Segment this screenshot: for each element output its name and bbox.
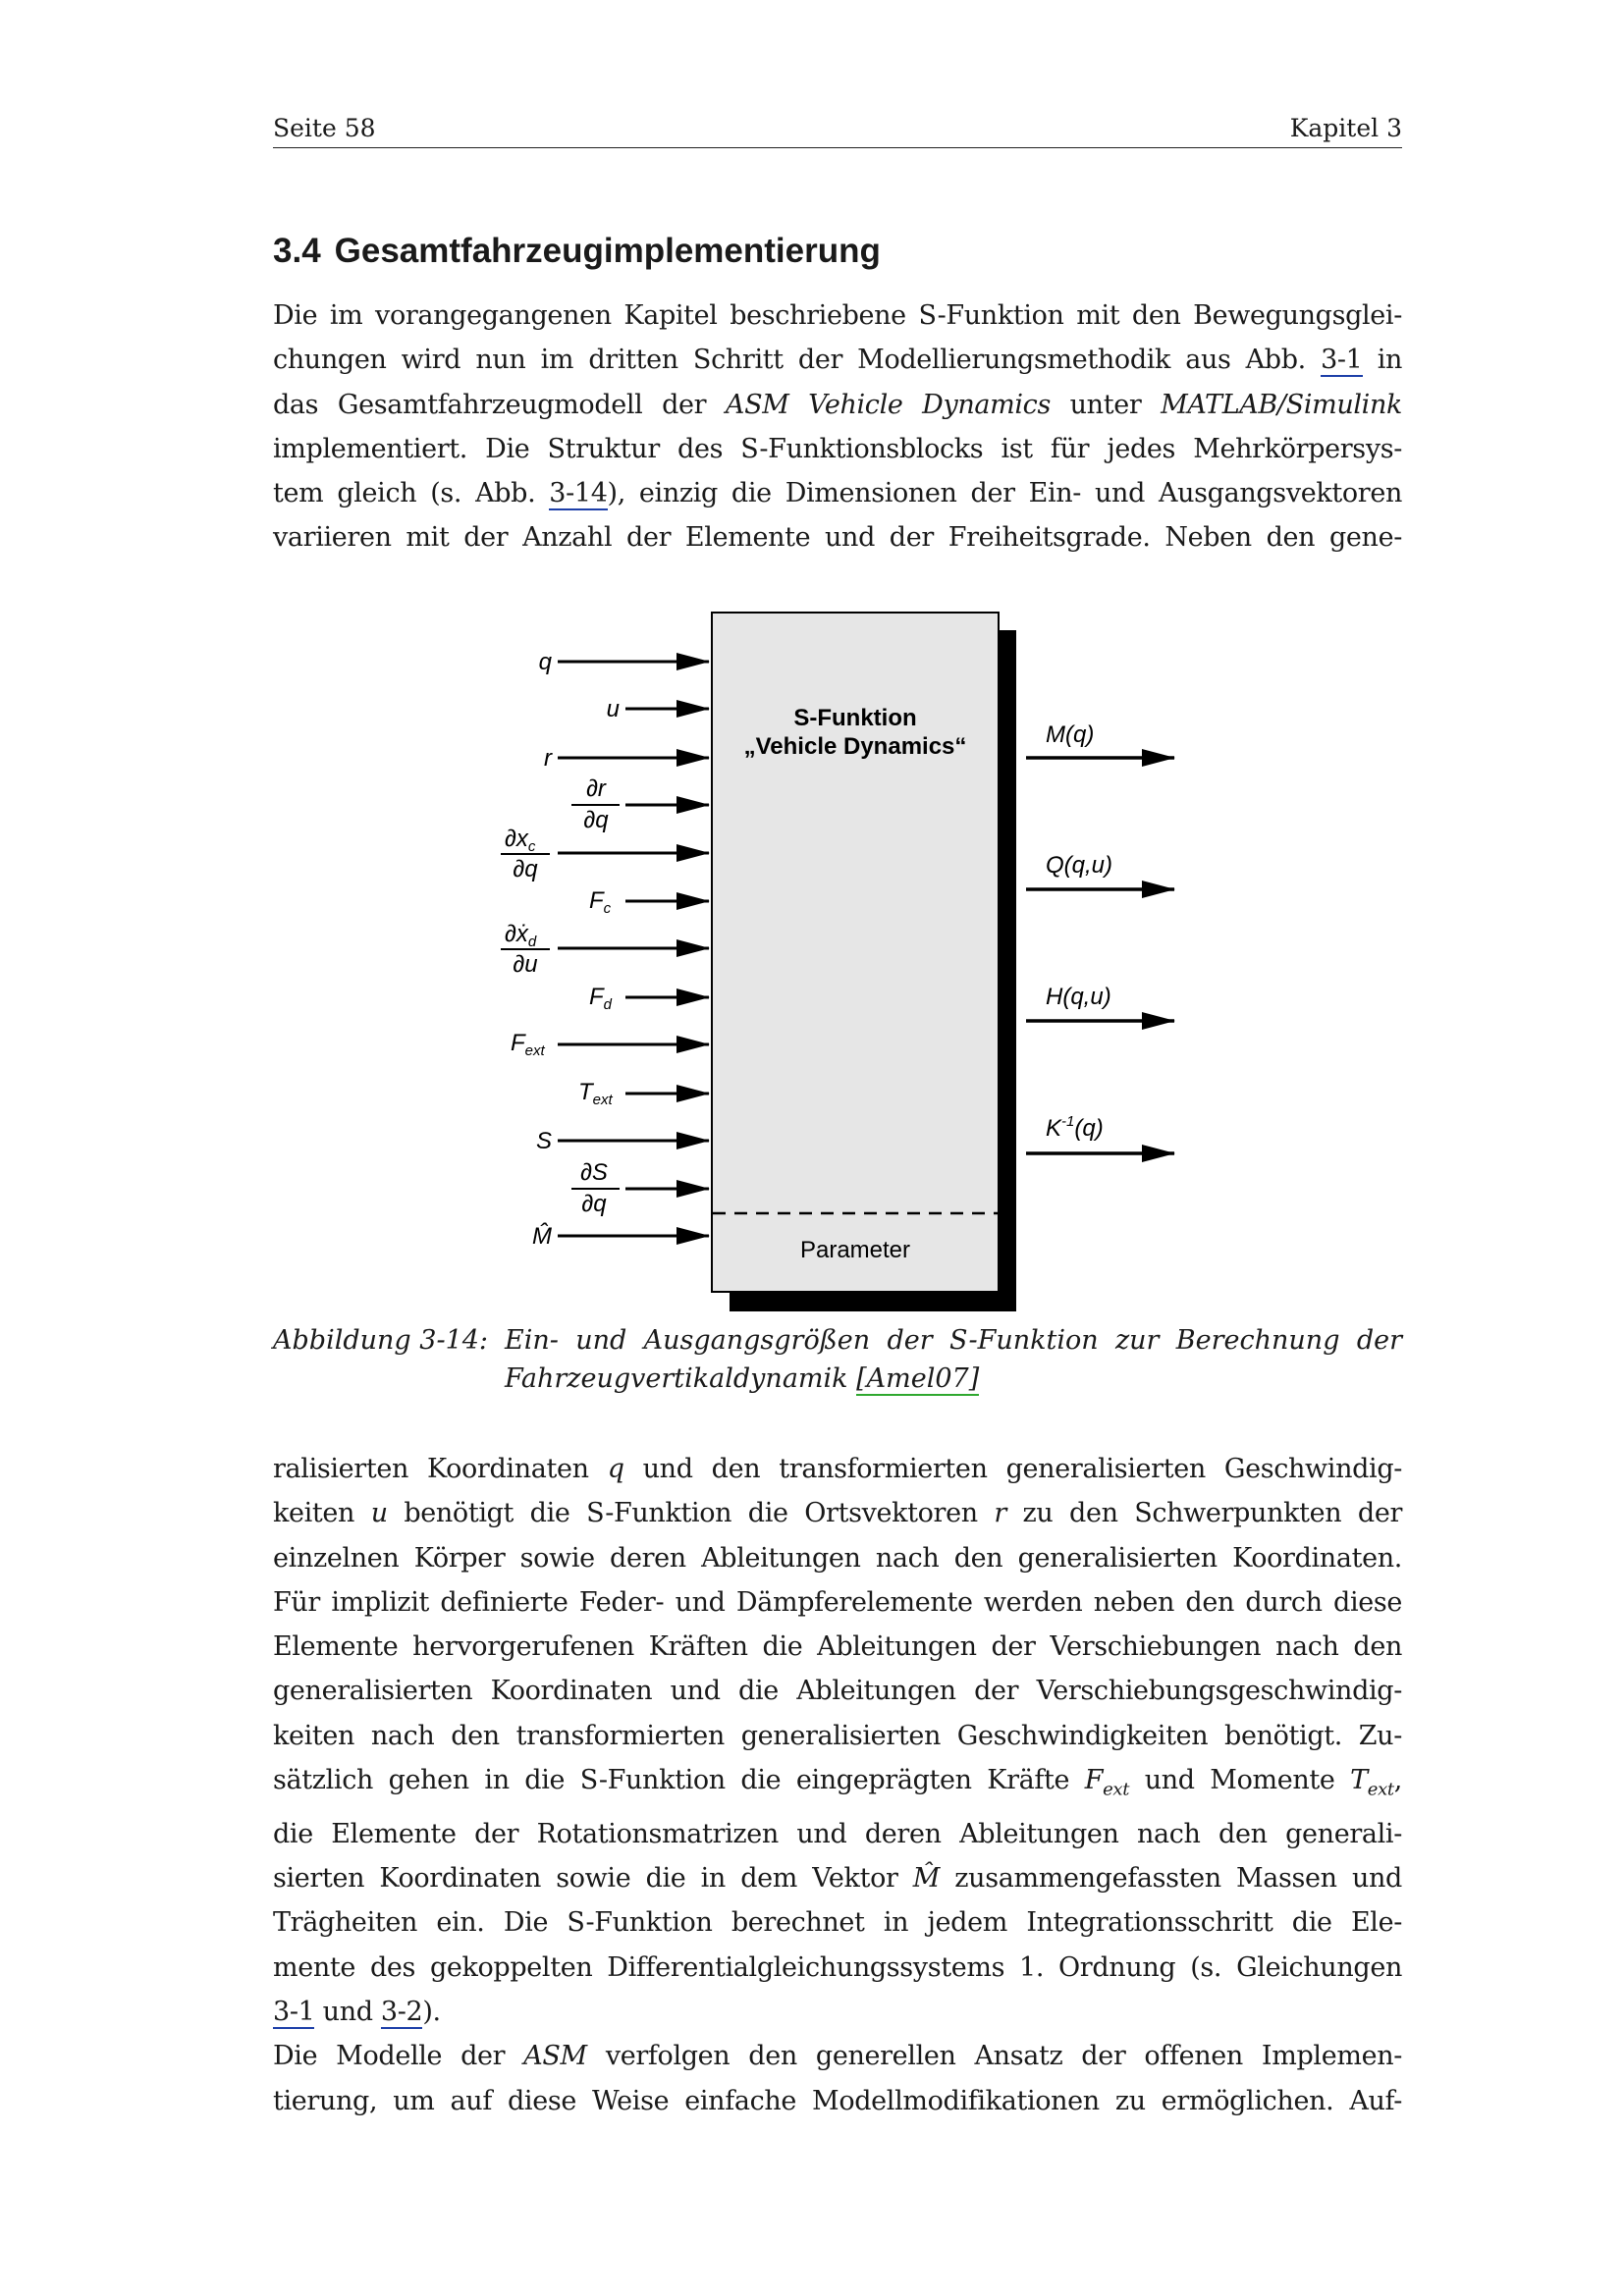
label-s: S	[535, 1128, 552, 1154]
caption-line: Ein- und Ausgangsgrößen der S-Funktion zur Berechnung der	[505, 1325, 1402, 1356]
text-span: tem gleich (s. Abb.	[273, 478, 536, 509]
block-title-line2: „Vehicle Dynamics“	[743, 733, 967, 760]
header-rule	[273, 147, 1402, 148]
label-dq: ∂q	[583, 807, 609, 833]
label-q: q	[538, 649, 552, 675]
label-fext: $F_{ext}$	[511, 1030, 545, 1059]
text-span-italic: MATLAB/Simulink	[1161, 389, 1403, 420]
text-span-italic: ASM Vehicle Dynamics	[725, 389, 1051, 420]
text-line: Die im vorangegangenen Kapitel beschriebene S-Funktion mit den Bewegungsglei-	[273, 300, 1402, 331]
label-dxd: ∂ẋ$_d$	[505, 921, 537, 950]
paragraph-main	[273, 1447, 1402, 2123]
label-dq3: ∂q	[581, 1191, 607, 1217]
text-line: Elemente hervorgerufenen Kräften die Ableitungen der Verschiebungen nach den	[273, 1631, 1402, 1663]
text-line: 3-1 und 3-2).	[273, 1996, 441, 2027]
input-arrows	[558, 662, 709, 1236]
label-mhat: M̂	[532, 1223, 552, 1250]
text-span: chungen wird nun im dritten Schritt der Modellierungsmethodik aus Abb.	[273, 345, 1306, 376]
text-line: Die Modelle der ASM verfolgen den generellen Ansatz der offenen Implemen-	[273, 2041, 1403, 2072]
text-line: mente des gekoppelten Differentialgleichungssystems 1. Ordnung (s. Gleichungen	[273, 1951, 1402, 1983]
text-line: keiten nach den transformierten generalisierten Geschwindigkeiten benötigt. Zu-	[273, 1720, 1402, 1751]
text-line: sätzlich gehen in die S-Funktion die eingeprägten Kräfte $F_{ext}$ und Momente $T_{ext}$,	[273, 1765, 1403, 1800]
label-dr: ∂r	[586, 775, 606, 802]
ref-abb-3-14-link[interactable]: 3-14	[549, 478, 608, 509]
label-u: u	[606, 696, 620, 722]
parameter-label: Parameter	[799, 1237, 911, 1263]
label-fc: $F_c$	[589, 887, 612, 917]
section-number: 3.4	[273, 232, 321, 270]
text-line: generalisierten Koordinaten und die Ableitungen der Verschiebungsgeschwindig-	[273, 1676, 1402, 1707]
caption-text	[505, 1321, 1402, 1398]
text-line: die Elemente der Rotationsmatrizen und deren Ableitungen nach den generali-	[273, 1818, 1402, 1849]
label-r: r	[544, 745, 552, 772]
page-header	[273, 114, 1402, 149]
block-title-line1: S-Funktion	[793, 705, 917, 731]
paragraph-intro	[273, 294, 1402, 561]
chapter-label: Kapitel 3	[1289, 114, 1402, 142]
text-span: unter	[1069, 389, 1142, 420]
text-line: ralisierten Koordinaten q und den transformierten generalisierten Geschwindig-	[273, 1454, 1403, 1484]
label-text: $T_{ext}$	[578, 1079, 613, 1108]
text-line: sierten Koordinaten sowie die in dem Vektor M̂ zusammengefassten Massen und	[273, 1863, 1402, 1895]
text-line	[273, 471, 1402, 515]
label-dq2: ∂q	[513, 856, 538, 882]
caption-label: Abbildung 3-14:	[273, 1325, 489, 1356]
label-out-m: M(q)	[1046, 721, 1095, 748]
text-span: das Gesamtfahrzeugmodell der	[273, 389, 707, 420]
label-out-k: $K^{-1}(q)$	[1046, 1113, 1104, 1142]
text-line: variieren mit der Anzahl der Elemente und der Freiheitsgrade. Neben den gene-	[273, 522, 1402, 554]
label-out-q: Q(q,u)	[1046, 852, 1113, 879]
ref-abb-3-1-link[interactable]: 3-1	[1321, 345, 1363, 376]
caption-line	[505, 1360, 1402, 1398]
label-dxc: $\partial x_c$	[505, 826, 536, 855]
text-line: einzelnen Körper sowie deren Ableitungen nach den generalisierten Koordinaten.	[273, 1542, 1402, 1574]
text-line	[273, 338, 1402, 382]
ref-gl-3-2-link[interactable]: 3-2	[380, 1996, 423, 2027]
text-span: ), einzig die Dimensionen der Ein- und Ausgangsvektoren	[607, 478, 1402, 509]
text-span: in	[1377, 345, 1403, 376]
ref-gl-3-1-link[interactable]: 3-1	[273, 1996, 315, 2027]
citation-amel07-link[interactable]: [Amel07]	[856, 1363, 980, 1394]
page-number: Seite 58	[273, 114, 376, 142]
label-ds: ∂S	[580, 1159, 608, 1186]
output-arrows	[1026, 758, 1174, 1153]
label-out-h: H(q,u)	[1046, 984, 1111, 1010]
section-title-text: Gesamtfahrzeugimplementierung	[334, 232, 881, 270]
text-line	[273, 383, 1402, 427]
text-span: Fahrzeugvertikaldynamik	[505, 1363, 848, 1394]
text-line: Für implizit definierte Feder- und Dämpferelemente werden neben den durch diese	[273, 1586, 1402, 1618]
sfunction-block-diagram	[491, 589, 1198, 1315]
section-title	[273, 232, 881, 271]
text-line: keiten u benötigt die S-Funktion die Ortsvektoren r zu den Schwerpunkten der	[273, 1498, 1403, 1529]
output-labels	[1046, 721, 1112, 1142]
text-line: Trägheiten ein. Die S-Funktion berechnet in jedem Integrationsschritt die Ele-	[273, 1907, 1402, 1939]
label-fd: $F_d$	[589, 984, 613, 1013]
text-line: implementiert. Die Struktur des S-Funktionsblocks ist für jedes Mehrkörpersys-	[273, 433, 1402, 464]
label-du: ∂u	[513, 951, 538, 978]
text-line: tierung, um auf diese Weise einfache Modellmodifikationen zu ermöglichen. Auf-	[273, 2085, 1402, 2116]
